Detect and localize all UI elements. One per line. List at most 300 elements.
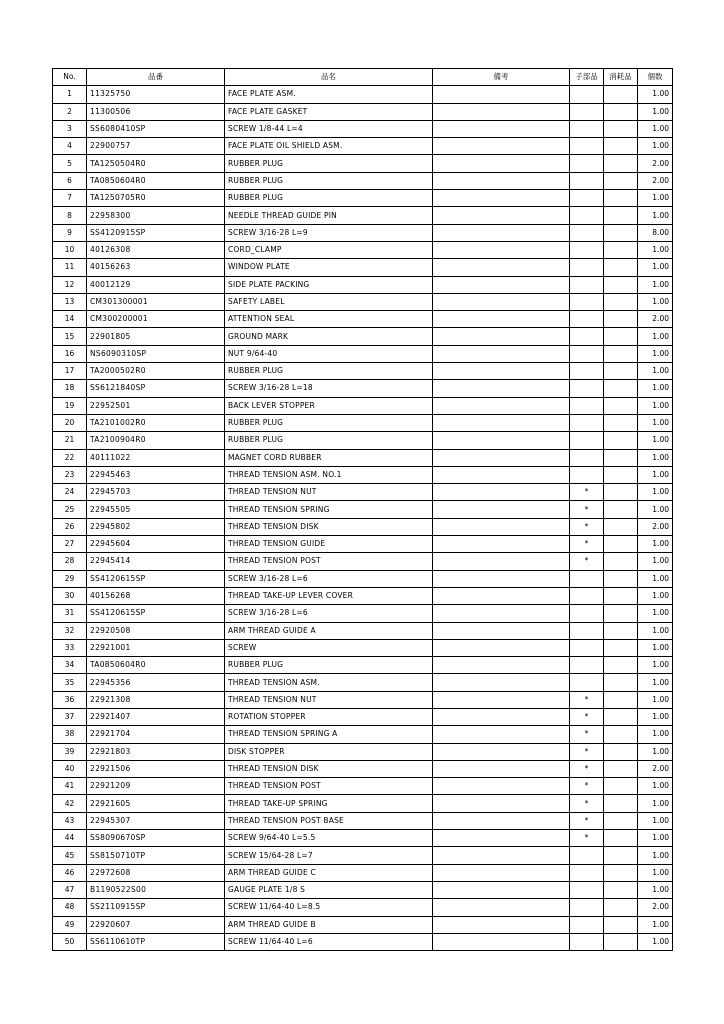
remarks-cell [433,812,570,829]
table-row [53,449,673,466]
remarks-cell [433,501,570,518]
part-code: 22921803 [87,743,225,760]
remarks-cell [433,743,570,760]
part-name: DISK STOPPER [225,743,433,760]
child-part-mark [570,363,604,380]
remarks-cell [433,86,570,103]
child-part-mark [570,86,604,103]
quantity: 1.00 [638,864,673,881]
child-part-mark [570,172,604,189]
quantity: 1.00 [638,726,673,743]
child-part-mark [570,622,604,639]
child-part-mark [570,155,604,172]
consumable-mark [604,553,638,570]
consumable-mark [604,414,638,431]
child-part-mark [570,605,604,622]
consumable-mark [604,881,638,898]
remarks-cell [433,933,570,950]
part-code: TA2000502R0 [87,363,225,380]
part-code: 40156263 [87,259,225,276]
part-code: 22920607 [87,916,225,933]
part-code: 22945703 [87,484,225,501]
part-name: THREAD TENSION ASM. [225,674,433,691]
part-code: SS8090670SP [87,830,225,847]
table-row [53,674,673,691]
quantity: 1.00 [638,553,673,570]
part-code: 22958300 [87,207,225,224]
part-code: 22952501 [87,397,225,414]
row-number: 27 [53,536,87,553]
row-number: 6 [53,172,87,189]
quantity: 1.00 [638,622,673,639]
quantity: 1.00 [638,691,673,708]
table-row [53,138,673,155]
part-code: 22921209 [87,778,225,795]
table-row [53,293,673,310]
child-part-mark [570,466,604,483]
child-part-mark [570,328,604,345]
part-code: SS4120615SP [87,605,225,622]
remarks-cell [433,605,570,622]
consumable-mark [604,155,638,172]
part-code: TA1250504R0 [87,155,225,172]
remarks-cell [433,708,570,725]
remarks-cell [433,674,570,691]
table-row [53,760,673,777]
quantity: 1.00 [638,345,673,362]
table-row [53,778,673,795]
row-number: 12 [53,276,87,293]
quantity: 1.00 [638,708,673,725]
quantity: 1.00 [638,103,673,120]
part-code: 22972608 [87,864,225,881]
remarks-cell [433,241,570,258]
child-part-mark [570,259,604,276]
part-name: THREAD TENSION SPRING [225,501,433,518]
quantity: 1.00 [638,86,673,103]
child-part-mark [570,293,604,310]
consumable-mark [604,760,638,777]
child-part-mark [570,639,604,656]
part-name: SCREW [225,639,433,656]
remarks-cell [433,657,570,674]
part-code: SS6110610TP [87,933,225,950]
remarks-cell [433,311,570,328]
quantity: 1.00 [638,847,673,864]
remarks-cell [433,726,570,743]
remarks-cell [433,899,570,916]
child-part-mark [570,933,604,950]
remarks-cell [433,103,570,120]
consumable-mark [604,726,638,743]
table-row [53,570,673,587]
child-part-mark: * [570,726,604,743]
child-part-mark [570,916,604,933]
child-part-mark [570,899,604,916]
table-row [53,536,673,553]
quantity: 8.00 [638,224,673,241]
consumable-mark [604,484,638,501]
quantity: 1.00 [638,484,673,501]
consumable-mark [604,190,638,207]
remarks-cell [433,864,570,881]
child-part-mark: * [570,830,604,847]
quantity: 1.00 [638,795,673,812]
table-row [53,120,673,137]
consumable-mark [604,120,638,137]
table-row [53,311,673,328]
table-row [53,328,673,345]
part-name: RUBBER PLUG [225,172,433,189]
row-number: 47 [53,881,87,898]
quantity: 1.00 [638,328,673,345]
part-code: CM300200001 [87,311,225,328]
part-name: THREAD TENSION NUT [225,691,433,708]
consumable-mark [604,259,638,276]
consumable-mark [604,449,638,466]
remarks-cell [433,795,570,812]
part-name: BACK LEVER STOPPER [225,397,433,414]
table-row [53,587,673,604]
quantity: 1.00 [638,414,673,431]
quantity: 1.00 [638,916,673,933]
part-code: 11300506 [87,103,225,120]
child-part-mark [570,207,604,224]
row-number: 8 [53,207,87,224]
part-name: FACE PLATE GASKET [225,103,433,120]
part-name: SCREW 3/16-28 L=9 [225,224,433,241]
child-part-mark: * [570,536,604,553]
child-part-mark [570,276,604,293]
row-number: 3 [53,120,87,137]
part-code: 40111022 [87,449,225,466]
row-number: 11 [53,259,87,276]
table-row [53,622,673,639]
consumable-mark [604,743,638,760]
remarks-cell [433,518,570,535]
header-child-part: 子部品 [570,69,604,86]
remarks-cell [433,224,570,241]
part-code: 40156268 [87,587,225,604]
table-row [53,726,673,743]
part-name: THREAD TENSION DISK [225,518,433,535]
table-row [53,605,673,622]
part-code: SS2110915SP [87,899,225,916]
row-number: 9 [53,224,87,241]
part-name: THREAD TENSION ASM. NO.1 [225,466,433,483]
table-row [53,380,673,397]
row-number: 42 [53,795,87,812]
quantity: 1.00 [638,639,673,656]
consumable-mark [604,605,638,622]
part-name: ARM THREAD GUIDE C [225,864,433,881]
part-name: SCREW 3/16-28 L=18 [225,380,433,397]
row-number: 2 [53,103,87,120]
part-code: 11325750 [87,86,225,103]
header-part-name: 品名 [225,69,433,86]
consumable-mark [604,363,638,380]
child-part-mark [570,241,604,258]
part-name: FACE PLATE OIL SHIELD ASM. [225,138,433,155]
child-part-mark [570,138,604,155]
row-number: 5 [53,155,87,172]
consumable-mark [604,778,638,795]
part-name: SAFETY LABEL [225,293,433,310]
consumable-mark [604,933,638,950]
table-row [53,639,673,656]
table-row [53,881,673,898]
quantity: 1.00 [638,363,673,380]
quantity: 1.00 [638,657,673,674]
quantity: 1.00 [638,432,673,449]
consumable-mark [604,207,638,224]
child-part-mark: * [570,484,604,501]
table-row [53,276,673,293]
consumable-mark [604,691,638,708]
quantity: 1.00 [638,120,673,137]
consumable-mark [604,328,638,345]
row-number: 45 [53,847,87,864]
part-name: ARM THREAD GUIDE B [225,916,433,933]
part-name: THREAD TENSION NUT [225,484,433,501]
part-code: 22921407 [87,708,225,725]
remarks-cell [433,587,570,604]
table-row [53,847,673,864]
consumable-mark [604,830,638,847]
consumable-mark [604,536,638,553]
table-row [53,518,673,535]
remarks-cell [433,484,570,501]
child-part-mark [570,864,604,881]
remarks-cell [433,881,570,898]
quantity: 1.00 [638,397,673,414]
child-part-mark [570,190,604,207]
remarks-cell [433,414,570,431]
part-name: NEEDLE THREAD GUIDE PIN [225,207,433,224]
remarks-cell [433,380,570,397]
part-code: 22921605 [87,795,225,812]
remarks-cell [433,138,570,155]
row-number: 7 [53,190,87,207]
quantity: 2.00 [638,155,673,172]
row-number: 49 [53,916,87,933]
table-row [53,190,673,207]
row-number: 43 [53,812,87,829]
child-part-mark [570,570,604,587]
part-name: SCREW 9/64-40 L=5.5 [225,830,433,847]
quantity: 1.00 [638,812,673,829]
header-quantity: 個数 [638,69,673,86]
part-code: SS8150710TP [87,847,225,864]
remarks-cell [433,207,570,224]
part-name: SCREW 11/64-40 L=6 [225,933,433,950]
consumable-mark [604,795,638,812]
table-row [53,864,673,881]
child-part-mark: * [570,795,604,812]
consumable-mark [604,466,638,483]
consumable-mark [604,916,638,933]
row-number: 10 [53,241,87,258]
remarks-cell [433,120,570,137]
remarks-cell [433,639,570,656]
consumable-mark [604,241,638,258]
child-part-mark: * [570,518,604,535]
part-name: MAGNET CORD RUBBER [225,449,433,466]
header-row [53,69,673,86]
remarks-cell [433,570,570,587]
part-name: THREAD TENSION GUIDE [225,536,433,553]
quantity: 1.00 [638,536,673,553]
consumable-mark [604,622,638,639]
part-code: 22921506 [87,760,225,777]
row-number: 41 [53,778,87,795]
consumable-mark [604,103,638,120]
child-part-mark [570,587,604,604]
quantity: 1.00 [638,259,673,276]
consumable-mark [604,276,638,293]
row-number: 24 [53,484,87,501]
header-consumable: 消耗品 [604,69,638,86]
remarks-cell [433,293,570,310]
quantity: 2.00 [638,760,673,777]
row-number: 30 [53,587,87,604]
part-name: GAUGE PLATE 1/8 S [225,881,433,898]
part-name: SCREW 1/8-44 L=4 [225,120,433,137]
row-number: 14 [53,311,87,328]
part-name: WINDOW PLATE [225,259,433,276]
row-number: 23 [53,466,87,483]
child-part-mark: * [570,501,604,518]
part-code: 22945604 [87,536,225,553]
part-code: 22920508 [87,622,225,639]
quantity: 1.00 [638,276,673,293]
quantity: 1.00 [638,778,673,795]
row-number: 25 [53,501,87,518]
row-number: 48 [53,899,87,916]
table-row [53,657,673,674]
part-name: THREAD TENSION DISK [225,760,433,777]
remarks-cell [433,622,570,639]
remarks-cell [433,847,570,864]
consumable-mark [604,847,638,864]
part-name: THREAD TENSION POST [225,553,433,570]
consumable-mark [604,311,638,328]
consumable-mark [604,432,638,449]
part-name: THREAD TAKE-UP SPRING [225,795,433,812]
part-name: THREAD TENSION POST [225,778,433,795]
table-body [53,86,673,951]
table-row [53,345,673,362]
part-name: SCREW 3/16-28 L=6 [225,605,433,622]
part-name: RUBBER PLUG [225,190,433,207]
table-row [53,830,673,847]
consumable-mark [604,172,638,189]
table-row [53,484,673,501]
row-number: 31 [53,605,87,622]
part-code: 22945802 [87,518,225,535]
consumable-mark [604,501,638,518]
row-number: 50 [53,933,87,950]
consumable-mark [604,86,638,103]
part-code: NS6090310SP [87,345,225,362]
part-code: SS6080410SP [87,120,225,137]
table-row [53,795,673,812]
quantity: 2.00 [638,899,673,916]
table-row [53,86,673,103]
part-code: SS4120915SP [87,224,225,241]
child-part-mark: * [570,691,604,708]
quantity: 1.00 [638,570,673,587]
part-code: 22945414 [87,553,225,570]
row-number: 22 [53,449,87,466]
child-part-mark [570,311,604,328]
child-part-mark [570,657,604,674]
child-part-mark [570,103,604,120]
part-name: RUBBER PLUG [225,657,433,674]
remarks-cell [433,190,570,207]
row-number: 1 [53,86,87,103]
consumable-mark [604,899,638,916]
child-part-mark: * [570,812,604,829]
remarks-cell [433,172,570,189]
part-name: THREAD TAKE-UP LEVER COVER [225,587,433,604]
consumable-mark [604,138,638,155]
part-code: CM301300001 [87,293,225,310]
header-remarks: 備考 [433,69,570,86]
part-code: 22921308 [87,691,225,708]
part-name: RUBBER PLUG [225,155,433,172]
part-name: CORD_CLAMP [225,241,433,258]
part-name: SCREW 3/16-28 L=6 [225,570,433,587]
consumable-mark [604,587,638,604]
part-name: RUBBER PLUG [225,414,433,431]
child-part-mark: * [570,553,604,570]
child-part-mark: * [570,760,604,777]
child-part-mark: * [570,743,604,760]
quantity: 1.00 [638,501,673,518]
quantity: 1.00 [638,605,673,622]
part-name: NUT 9/64-40 [225,345,433,362]
quantity: 1.00 [638,190,673,207]
child-part-mark [570,847,604,864]
remarks-cell [433,432,570,449]
table-header [53,69,673,86]
part-name: ATTENTION SEAL [225,311,433,328]
consumable-mark [604,570,638,587]
quantity: 1.00 [638,743,673,760]
quantity: 1.00 [638,830,673,847]
remarks-cell [433,276,570,293]
table-row [53,708,673,725]
child-part-mark [570,432,604,449]
row-number: 35 [53,674,87,691]
row-number: 28 [53,553,87,570]
quantity: 1.00 [638,138,673,155]
quantity: 1.00 [638,674,673,691]
quantity: 1.00 [638,293,673,310]
child-part-mark [570,674,604,691]
child-part-mark: * [570,708,604,725]
remarks-cell [433,155,570,172]
remarks-cell [433,328,570,345]
table-row [53,916,673,933]
part-name: THREAD TENSION POST BASE [225,812,433,829]
quantity: 1.00 [638,207,673,224]
part-code: TA2100904R0 [87,432,225,449]
part-code: SS4120615SP [87,570,225,587]
header-no: No. [53,69,87,86]
child-part-mark [570,345,604,362]
